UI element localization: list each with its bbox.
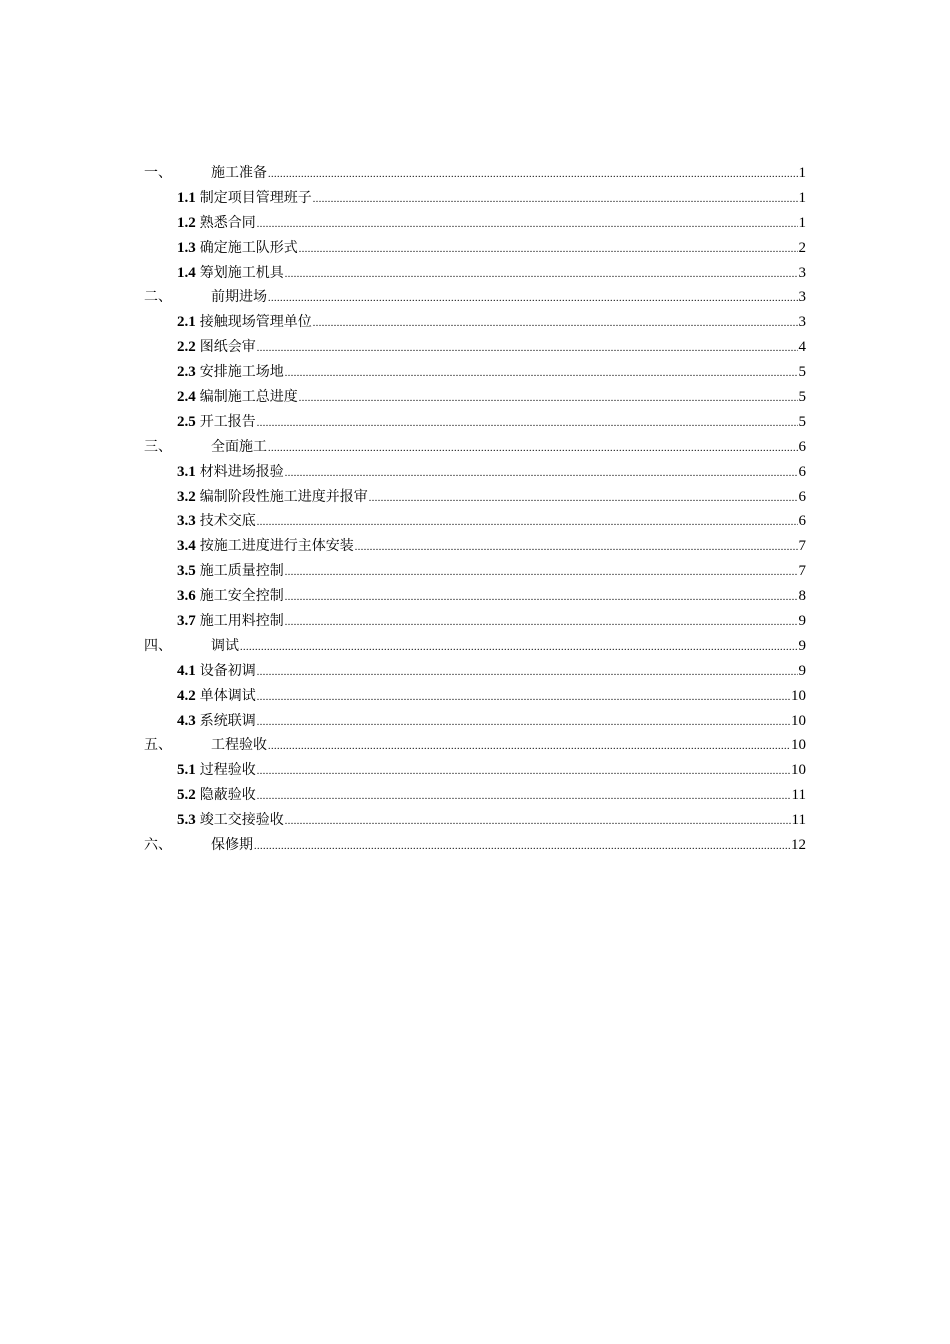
toc-entry-section-3-6[interactable] (144, 584, 806, 609)
toc-entry-section-4-1[interactable] (144, 659, 806, 684)
toc-entry-chapter-2[interactable] (144, 285, 806, 310)
dot-leader (257, 661, 798, 686)
toc-entry-title: 制定项目管理班子 (199, 189, 312, 206)
toc-entry-page: 3 (798, 289, 806, 306)
dot-leader (313, 312, 798, 337)
dot-leader (285, 586, 798, 611)
toc-entry-page: 10 (791, 737, 806, 754)
dot-leader (285, 561, 798, 586)
toc-entry-number: 4.1 (177, 662, 196, 679)
toc-entry-page: 1 (798, 214, 806, 231)
toc-entry-page: 10 (791, 762, 806, 779)
dot-leader (268, 287, 798, 312)
toc-entry-number: 3.7 (177, 613, 196, 630)
toc-entry-title: 系统联调 (199, 712, 256, 729)
dot-leader (257, 760, 790, 785)
toc-entry-page: 2 (798, 239, 806, 256)
toc-entry-number: 4.3 (177, 712, 196, 729)
toc-entry-number: 2.2 (177, 339, 196, 356)
toc-entry-page: 9 (798, 662, 806, 679)
dot-leader (268, 437, 798, 462)
toc-entry-title: 设备初调 (199, 662, 256, 679)
toc-entry-section-5-2[interactable] (144, 783, 806, 808)
toc-entry-number: 3.3 (177, 513, 196, 530)
toc-entry-number: 1.4 (177, 264, 196, 281)
toc-entry-number: 3.2 (177, 488, 196, 505)
dot-leader (313, 188, 798, 213)
toc-entry-title: 隐蔽验收 (199, 787, 256, 804)
toc-entry-section-1-4[interactable] (144, 261, 806, 286)
toc-entry-title: 调试 (211, 637, 239, 654)
dot-leader (285, 263, 798, 288)
toc-entry-number: 4.2 (177, 687, 196, 704)
toc-entry-section-5-1[interactable] (144, 758, 806, 783)
toc-entry-section-3-4[interactable] (144, 534, 806, 559)
toc-entry-page: 12 (791, 837, 806, 854)
toc-entry-page: 6 (798, 513, 806, 530)
dot-leader (257, 686, 790, 711)
toc-entry-title: 图纸会审 (199, 339, 256, 356)
toc-entry-title: 材料进场报验 (199, 463, 284, 480)
toc-entry-page: 3 (798, 264, 806, 281)
toc-entry-section-2-1[interactable] (144, 310, 806, 335)
toc-entry-title: 单体调试 (199, 687, 256, 704)
toc-entry-number: 1.1 (177, 189, 196, 206)
toc-entry-page: 7 (798, 538, 806, 555)
toc-entry-title: 过程验收 (199, 762, 256, 779)
dot-leader (257, 711, 790, 736)
toc-entry-page: 9 (798, 613, 806, 630)
dot-leader (257, 785, 791, 810)
toc-entry-number: 2.5 (177, 413, 196, 430)
dot-leader (285, 810, 791, 835)
toc-entry-section-1-2[interactable] (144, 211, 806, 236)
toc-entry-page: 9 (798, 637, 806, 654)
toc-entry-chapter-4[interactable] (144, 634, 806, 659)
toc-entry-page: 1 (798, 189, 806, 206)
toc-entry-number: 二、 (144, 289, 172, 306)
toc-entry-page: 8 (798, 588, 806, 605)
dot-leader (285, 362, 798, 387)
toc-entry-number: 1.3 (177, 239, 196, 256)
toc-entry-number: 三、 (144, 438, 172, 455)
toc-entry-page: 11 (791, 812, 806, 829)
toc-entry-number: 5.1 (177, 762, 196, 779)
toc-entry-section-2-2[interactable] (144, 335, 806, 360)
toc-entry-section-3-5[interactable] (144, 559, 806, 584)
toc-entry-section-3-1[interactable] (144, 460, 806, 485)
toc-entry-title: 确定施工队形式 (199, 239, 298, 256)
toc-entry-number: 3.6 (177, 588, 196, 605)
toc-entry-title: 熟悉合同 (199, 214, 256, 231)
dot-leader (254, 835, 790, 860)
dot-leader (369, 487, 798, 512)
toc-entry-title: 全面施工 (211, 438, 267, 455)
toc-entry-page: 5 (798, 413, 806, 430)
toc-entry-number: 2.3 (177, 364, 196, 381)
toc-entry-number: 四、 (144, 637, 172, 654)
dot-leader (355, 536, 798, 561)
toc-entry-title: 保修期 (211, 837, 253, 854)
dot-leader (299, 238, 798, 263)
toc-entry-section-3-7[interactable] (144, 609, 806, 634)
toc-entry-section-3-2[interactable] (144, 485, 806, 510)
toc-entry-number: 3.1 (177, 463, 196, 480)
toc-entry-title: 筹划施工机具 (199, 264, 284, 281)
toc-entry-title: 工程验收 (211, 737, 267, 754)
toc-entry-section-4-3[interactable] (144, 709, 806, 734)
toc-entry-page: 11 (791, 787, 806, 804)
toc-entry-page: 6 (798, 488, 806, 505)
toc-entry-title: 开工报告 (199, 413, 256, 430)
toc-entry-title: 施工质量控制 (199, 563, 284, 580)
dot-leader (299, 387, 798, 412)
toc-entry-chapter-1[interactable] (144, 161, 806, 186)
toc-entry-title: 按施工进度进行主体安装 (199, 538, 354, 555)
toc-entry-number: 5.2 (177, 787, 196, 804)
toc-entry-title: 施工安全控制 (199, 588, 284, 605)
toc-entry-page: 1 (798, 165, 806, 181)
toc-entry-section-2-5[interactable] (144, 410, 806, 435)
toc-entry-title: 安排施工场地 (199, 364, 284, 381)
toc-entry-number: 1.2 (177, 214, 196, 231)
toc-entry-page: 10 (791, 687, 806, 704)
toc-entry-title: 编制阶段性施工进度并报审 (199, 488, 368, 505)
toc-entry-page: 7 (798, 563, 806, 580)
dot-leader (285, 462, 798, 487)
toc-entry-page: 10 (791, 712, 806, 729)
toc-entry-title: 接触现场管理单位 (199, 314, 312, 331)
toc-entry-number: 2.1 (177, 314, 196, 331)
toc-entry-number: 五、 (144, 737, 172, 754)
toc-entry-section-4-2[interactable] (144, 684, 806, 709)
toc-entry-chapter-5[interactable] (144, 733, 806, 758)
toc-entry-page: 5 (798, 364, 806, 381)
toc-entry-number: 一、 (144, 165, 172, 181)
dot-leader (268, 735, 790, 760)
toc-entry-page: 4 (798, 339, 806, 356)
dot-leader (257, 337, 798, 362)
table-of-contents (144, 161, 806, 858)
toc-entry-title: 竣工交接验收 (199, 812, 284, 829)
dot-leader (257, 412, 798, 437)
toc-entry-title: 技术交底 (199, 513, 256, 530)
toc-entry-section-3-3[interactable] (144, 509, 806, 534)
dot-leader (257, 213, 798, 238)
dot-leader (268, 163, 798, 188)
toc-entry-number: 六、 (144, 837, 172, 854)
toc-entry-title: 施工用料控制 (199, 613, 284, 630)
toc-entry-title: 施工准备 (211, 165, 267, 181)
toc-entry-number: 2.4 (177, 389, 196, 406)
toc-entry-page: 6 (798, 463, 806, 480)
toc-entry-page: 5 (798, 389, 806, 406)
toc-entry-section-1-1[interactable] (144, 186, 806, 211)
toc-entry-section-2-3[interactable] (144, 360, 806, 385)
toc-entry-number: 5.3 (177, 812, 196, 829)
toc-entry-chapter-3[interactable] (144, 435, 806, 460)
dot-leader (285, 611, 798, 636)
toc-entry-section-1-3[interactable] (144, 236, 806, 261)
toc-entry-title: 编制施工总进度 (199, 389, 298, 406)
toc-entry-chapter-6[interactable] (144, 833, 806, 858)
toc-entry-section-2-4[interactable] (144, 385, 806, 410)
toc-entry-section-5-3[interactable] (144, 808, 806, 833)
dot-leader (240, 636, 798, 661)
toc-entry-title: 前期进场 (211, 289, 267, 306)
toc-entry-number: 3.4 (177, 538, 196, 555)
toc-entry-page: 6 (798, 438, 806, 455)
dot-leader (257, 511, 798, 536)
toc-entry-page: 3 (798, 314, 806, 331)
toc-entry-number: 3.5 (177, 563, 196, 580)
